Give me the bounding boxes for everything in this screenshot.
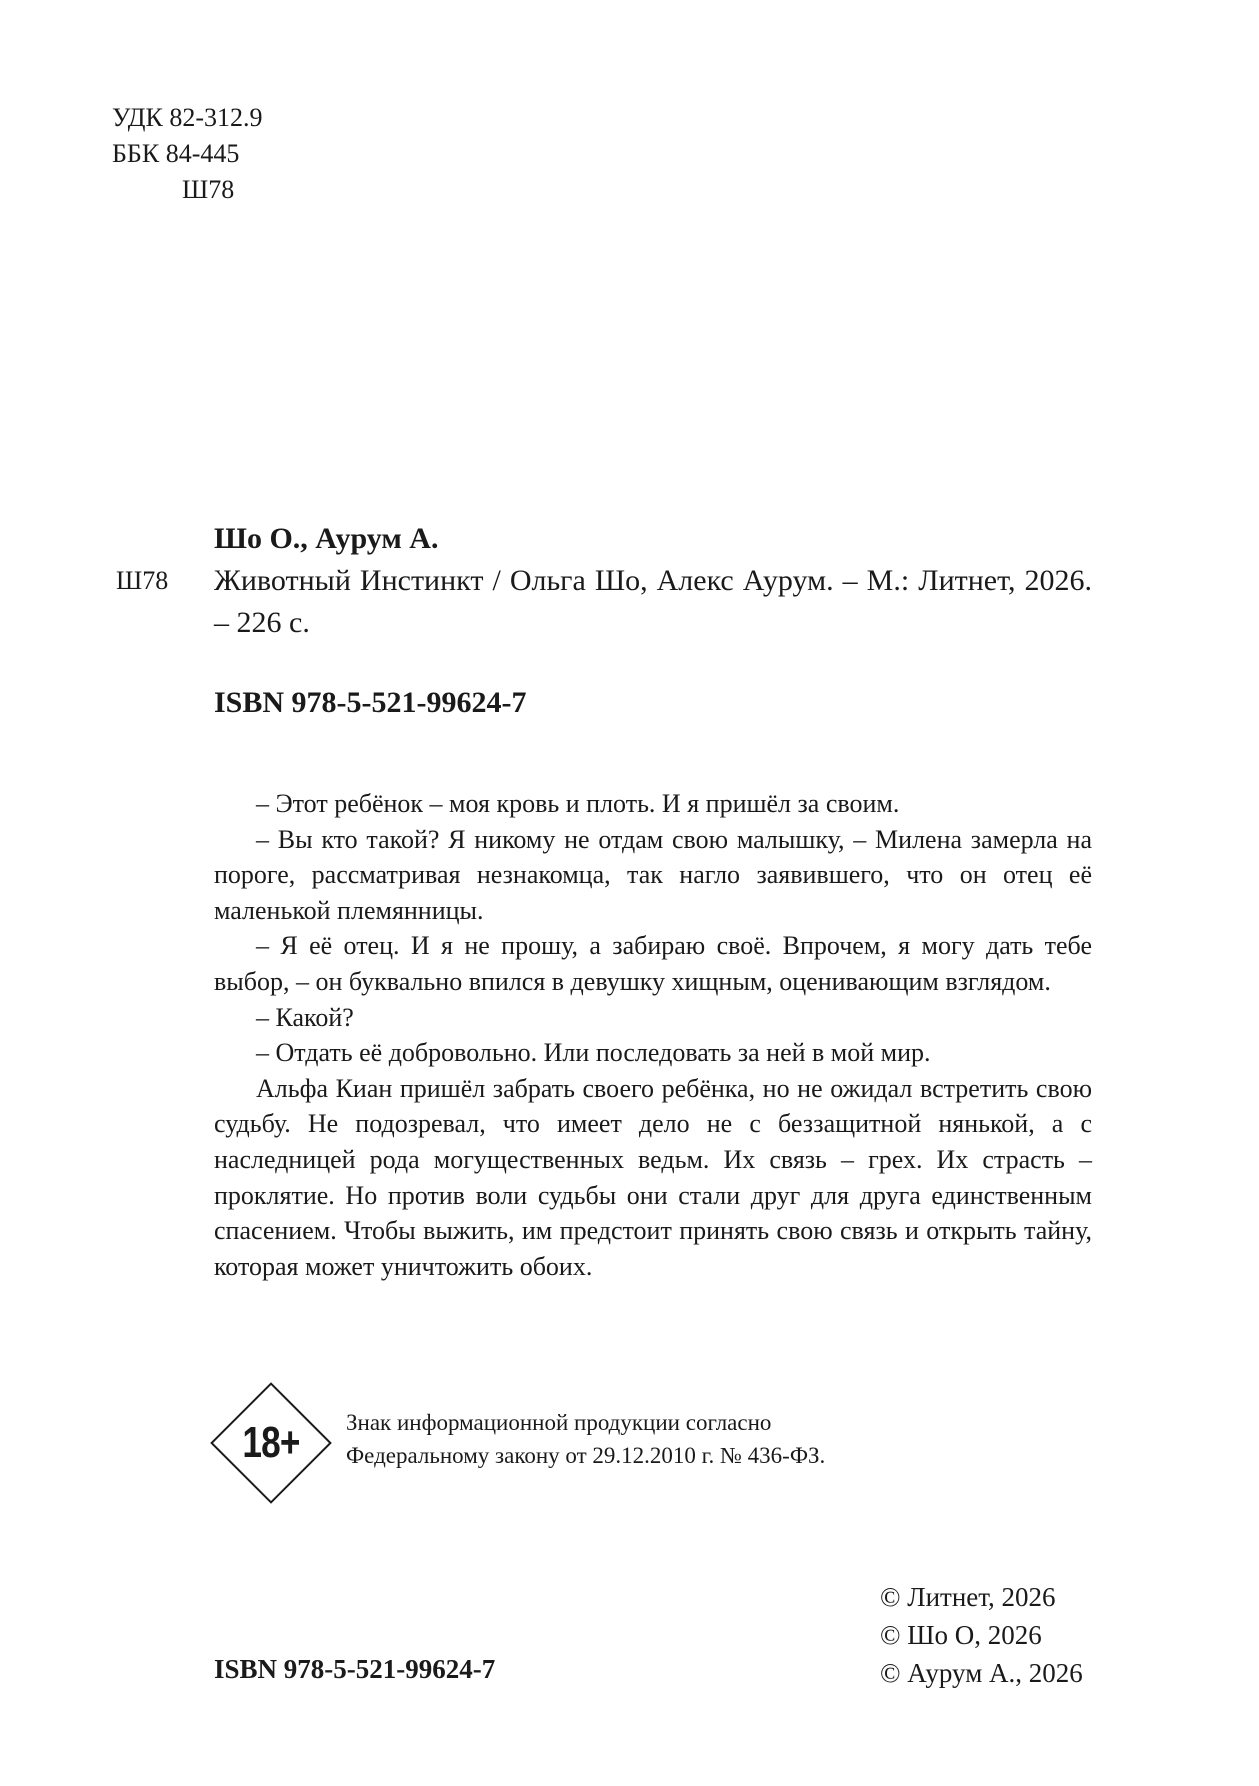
book-authors: Шо О., Аурум А. xyxy=(214,522,439,555)
annotation-paragraph: – Какой? xyxy=(256,1002,354,1032)
catalog-author-mark: Ш78 xyxy=(116,566,169,595)
copyright-line: © Шо О, 2026 xyxy=(880,1620,1042,1650)
age-rating-note xyxy=(346,1406,825,1472)
isbn: ISBN 978-5-521-99624-7 xyxy=(214,686,527,719)
catalog-record xyxy=(116,518,1092,724)
age-rating-note-line: Знак информационной продукции согласно xyxy=(346,1410,772,1435)
author-mark: Ш78 xyxy=(182,175,235,204)
annotation-paragraph: – Я её отец. И я не прошу, а забираю своё. Впрочем, я могу дать тебе выбор, – он буквально впился в девушку хищным, оценивающим взглядом. xyxy=(214,931,1092,996)
classification-block xyxy=(112,100,263,208)
annotation xyxy=(214,786,1092,1284)
age-rating-badge xyxy=(210,1382,332,1504)
isbn-bottom: ISBN 978-5-521-99624-7 xyxy=(214,1654,496,1684)
annotation-paragraph: – Этот ребёнок – моя кровь и плоть. И я пришёл за своим. xyxy=(256,789,900,818)
bbk-code: ББК 84-445 xyxy=(112,139,240,168)
copyright-block xyxy=(880,1578,1083,1692)
copyright-line: © Аурум А., 2026 xyxy=(880,1658,1083,1688)
udk-code: УДК 82-312.9 xyxy=(112,103,263,132)
copyright-line: © Литнет, 2026 xyxy=(880,1582,1056,1612)
age-rating-label: 18+ xyxy=(242,1418,300,1467)
annotation-paragraph: – Вы кто такой? Я никому не отдам свою малышку, – Милена замерла на пороге, рассматривая незнакомца, так нагло заявившего, что он отец её маленькой племянницы. xyxy=(214,824,1092,925)
annotation-paragraph: Альфа Киан пришёл забрать своего ребёнка, но не ожидал встретить свою судьбу. Не подозревал, что имеет дело не с беззащитной нянькой, а с наследницей рода могущественных ведьм. Их связь – грех. Их страсть – проклятие. Но против воли судьбы они стали друг для друга единственным спасением. Чтобы выжить, им предстоит принять свою связь и открыть тайну, которая может уничтожить обоих. xyxy=(214,1073,1092,1281)
annotation-paragraph: – Отдать её добровольно. Или последовать за ней в мой мир. xyxy=(256,1038,931,1068)
age-rating-note-line: Федеральному закону от 29.12.2010 г. № 436-ФЗ. xyxy=(346,1443,826,1468)
bibliographic-record: Животный Инстинкт / Ольга Шо, Алекс Аурум. – М.: Литнет, 2026. – 226 с. xyxy=(214,564,1092,639)
